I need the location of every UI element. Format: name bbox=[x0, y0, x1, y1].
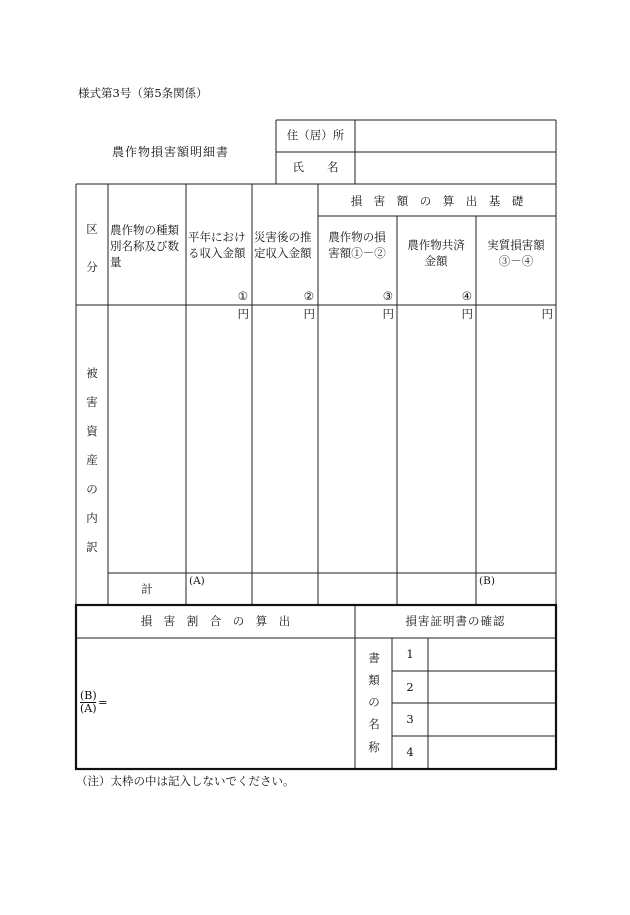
damaged-assets-char: 産 bbox=[86, 453, 98, 467]
doc-name-char: の bbox=[368, 695, 380, 709]
damaged-assets-char: 被 bbox=[86, 366, 98, 380]
damaged-assets-char: 害 bbox=[86, 395, 98, 409]
form-number: 様式第3号（第5条関係） bbox=[78, 86, 208, 100]
doc-name-char: 書 bbox=[368, 651, 380, 665]
col-mutual-aid-number: ④ bbox=[461, 289, 472, 303]
formula-denominator: (A) bbox=[80, 702, 97, 715]
name-label: 氏 名 bbox=[292, 160, 339, 174]
damaged-assets-char: の bbox=[86, 482, 98, 496]
doc-row-number: 2 bbox=[406, 680, 414, 694]
doc-row-number: 4 bbox=[406, 745, 414, 759]
damaged-assets-char: 資 bbox=[86, 424, 98, 438]
damaged-assets-char: 訳 bbox=[86, 540, 98, 554]
col-post-disaster-number: ② bbox=[303, 289, 314, 303]
doc-name-char: 名 bbox=[368, 717, 380, 731]
mark-b: (B) bbox=[479, 575, 495, 587]
category-char: 区 bbox=[86, 222, 98, 236]
footnote: （注）太枠の中は記入しないでください。 bbox=[76, 774, 295, 788]
ratio-formula bbox=[80, 690, 96, 715]
doc-name-char: 類 bbox=[368, 673, 380, 687]
col-mutual-aid-header: 農作物共済金額 bbox=[407, 238, 465, 268]
col-damage-amount-header: 農作物の損害額①－② bbox=[328, 230, 386, 260]
doc-row-number: 1 bbox=[406, 647, 414, 661]
ratio-header: 損 害 割 合 の 算 出 bbox=[140, 614, 291, 628]
col-actual-damage-header: 実質損害額③－④ bbox=[487, 238, 545, 268]
address-label: 住（居）所 bbox=[286, 128, 345, 142]
formula-numerator: (B) bbox=[80, 689, 97, 702]
col-crop-name-header: 農作物の種類別名称及び数量 bbox=[110, 223, 179, 269]
damaged-assets-char: 内 bbox=[86, 511, 98, 525]
yen-unit: 円 bbox=[541, 307, 553, 321]
mark-a: (A) bbox=[189, 575, 205, 587]
yen-unit: 円 bbox=[303, 307, 315, 321]
col-post-disaster-header: 災害後の推定収入金額 bbox=[254, 230, 312, 260]
col-normal-income-header: 平年における収入金額 bbox=[188, 230, 246, 260]
doc-row-number: 3 bbox=[406, 712, 414, 726]
confirm-header: 損害証明書の確認 bbox=[405, 614, 506, 628]
yen-unit: 円 bbox=[461, 307, 473, 321]
col-damage-amount-number: ③ bbox=[382, 289, 393, 303]
document-title: 農作物損害額明細書 bbox=[112, 145, 230, 159]
col-normal-income-number: ① bbox=[237, 289, 248, 303]
category-char: 分 bbox=[86, 260, 98, 274]
basis-header: 損 害 額 の 算 出 基 礎 bbox=[350, 194, 524, 208]
total-label: 計 bbox=[141, 582, 153, 596]
yen-unit: 円 bbox=[237, 307, 249, 321]
doc-name-char: 称 bbox=[368, 740, 380, 754]
formula-equals: = bbox=[98, 695, 108, 709]
yen-unit: 円 bbox=[382, 307, 394, 321]
